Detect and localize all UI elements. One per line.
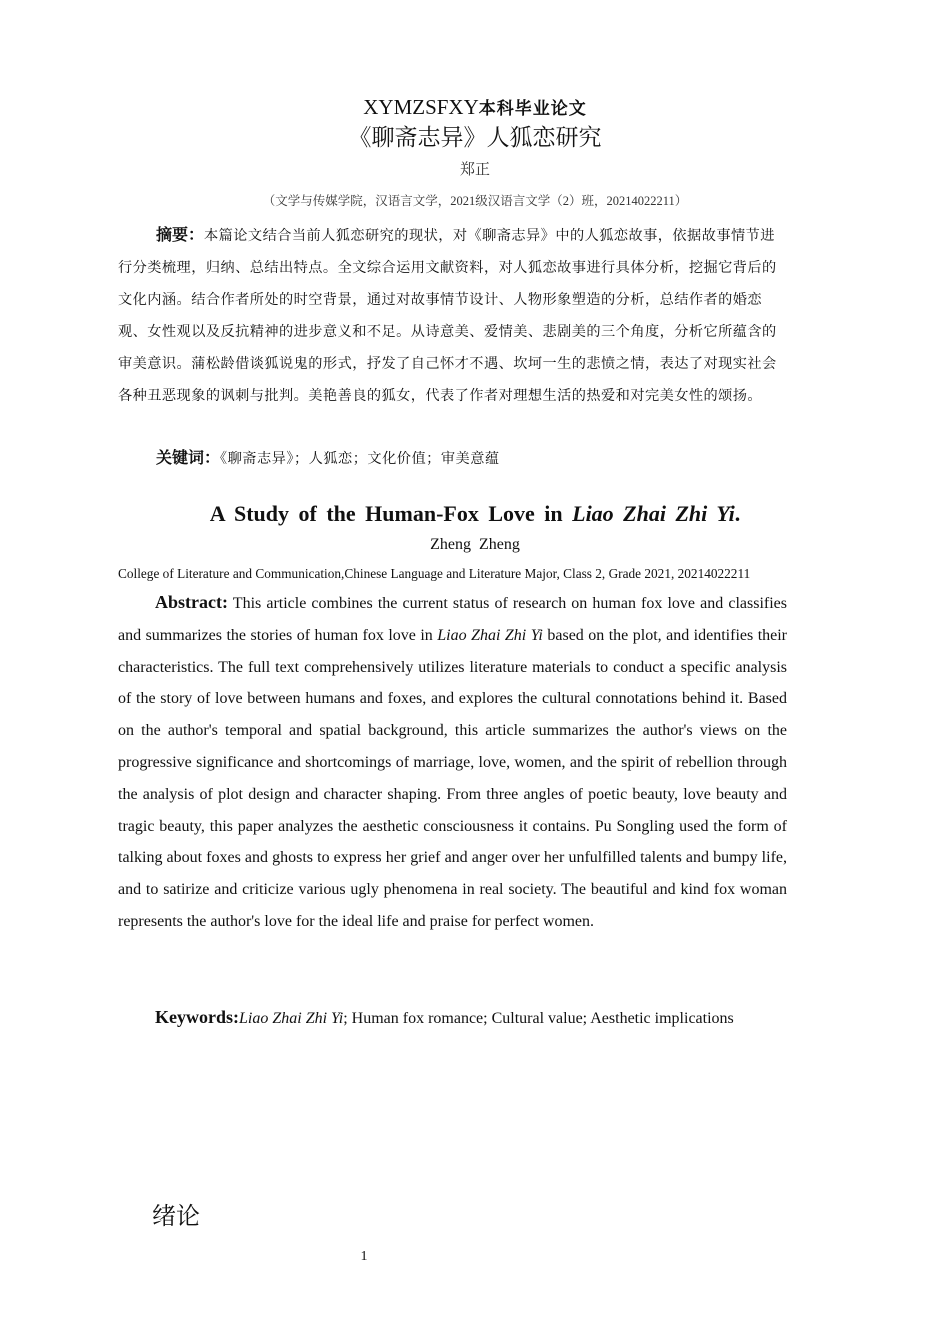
english-abstract-label: Abstract: (155, 592, 228, 612)
english-abstract-italic: Liao Zhai Zhi Yi (437, 626, 543, 644)
chinese-keywords-label: 关键词： (156, 448, 221, 467)
header-label: 本科毕业论文 (478, 99, 587, 119)
english-keywords-text: ; Human fox romance; Cultural value; Aesthetic implications (343, 1010, 734, 1027)
english-abstract-part1: This article combines the current status of research on human fox love and classifies and summarizes the stories of human fox love in (118, 595, 787, 644)
chinese-keywords-text: 《聊斋志异》；人狐恋；文化价值；审美意蕴 (220, 451, 500, 467)
english-title-prefix: A Study of the Human-Fox Love in (209, 501, 573, 526)
english-author: Zheng Zheng (430, 536, 520, 553)
english-title-suffix: . (734, 501, 741, 526)
english-abstract (118, 587, 787, 938)
chinese-author: 郑正 (459, 162, 490, 178)
english-keywords-label: Keywords: (155, 1007, 239, 1027)
english-keywords (118, 1002, 787, 1035)
english-affiliation: College of Literature and Communication,Chinese Language and Literature Major, Class 2, Grade 2021, 20214022211 (118, 566, 751, 581)
english-keywords-italic: Liao Zhai Zhi Yi (239, 1010, 344, 1027)
section-heading: 绪论 (152, 1202, 200, 1230)
header-code: XYMZSFXY (363, 95, 479, 119)
chinese-keywords (118, 442, 788, 475)
chinese-title: 《聊斋志异》人狐恋研究 (348, 125, 602, 151)
page-number: 1 (360, 1249, 368, 1264)
chinese-abstract-text: 本篇论文结合当前人狐恋研究的现状，对《聊斋志异》中的人狐恋故事，依据故事情节进行分类梳理，归纳、总结出特点。全文综合运用文献资料，对人狐恋故事进行具体分析，挖掘它背后的文化内涵。结合作者所处的时空背景，通过对故事情节设计、人物形象塑造的分析，总结作者的婚恋观、女性观以及反抗精神的进步意义和不足。从诗意美、爱情美、悲剧美的三个角度，分析它所蕴含的审美意识。蒲松龄借谈狐说鬼的形式，抒发了自己怀才不遇、坎坷一生的悲愤之情，表达了对现实社会各种丑恶现象的讽刺与批判。美艳善良的狐女，代表了作者对理想生活的热爱和对完美女性的颂扬。 (118, 228, 777, 404)
english-title (0, 497, 950, 531)
thesis-header (0, 94, 950, 122)
chinese-affiliation: （文学与传媒学院，汉语言文学，2021级汉语言文学（2）班，20214022211） (262, 194, 688, 208)
chinese-abstract (118, 219, 788, 412)
chinese-abstract-label: 摘要： (156, 225, 205, 244)
english-abstract-part2: based on the plot, and identifies their characteristics. The full text comprehensively utilizes literature materials to conduct a specific analysis of the story of love between humans and foxes, and explores the cultural connotations behind it. Based on the author's temporal and spatial background, this article summarizes the author's views on the progressive significance and shortcomings of marriage, love, women, and the spirit of rebellion through the analysis of plot design and character shaping. From three angles of poetic beauty, love beauty and tragic beauty, this paper analyzes the aesthetic consciousness it contains. Pu Songling used the form of talking about foxes and ghosts to express her grief and anger over her unfulfilled talents and bumpy life, and to satirize and criticize various ugly phenomena in real society. The beautiful and kind fox woman represents the author's love for the ideal life and praise for perfect women. (118, 626, 788, 930)
english-title-italic: Liao Zhai Zhi Yi (572, 501, 735, 526)
